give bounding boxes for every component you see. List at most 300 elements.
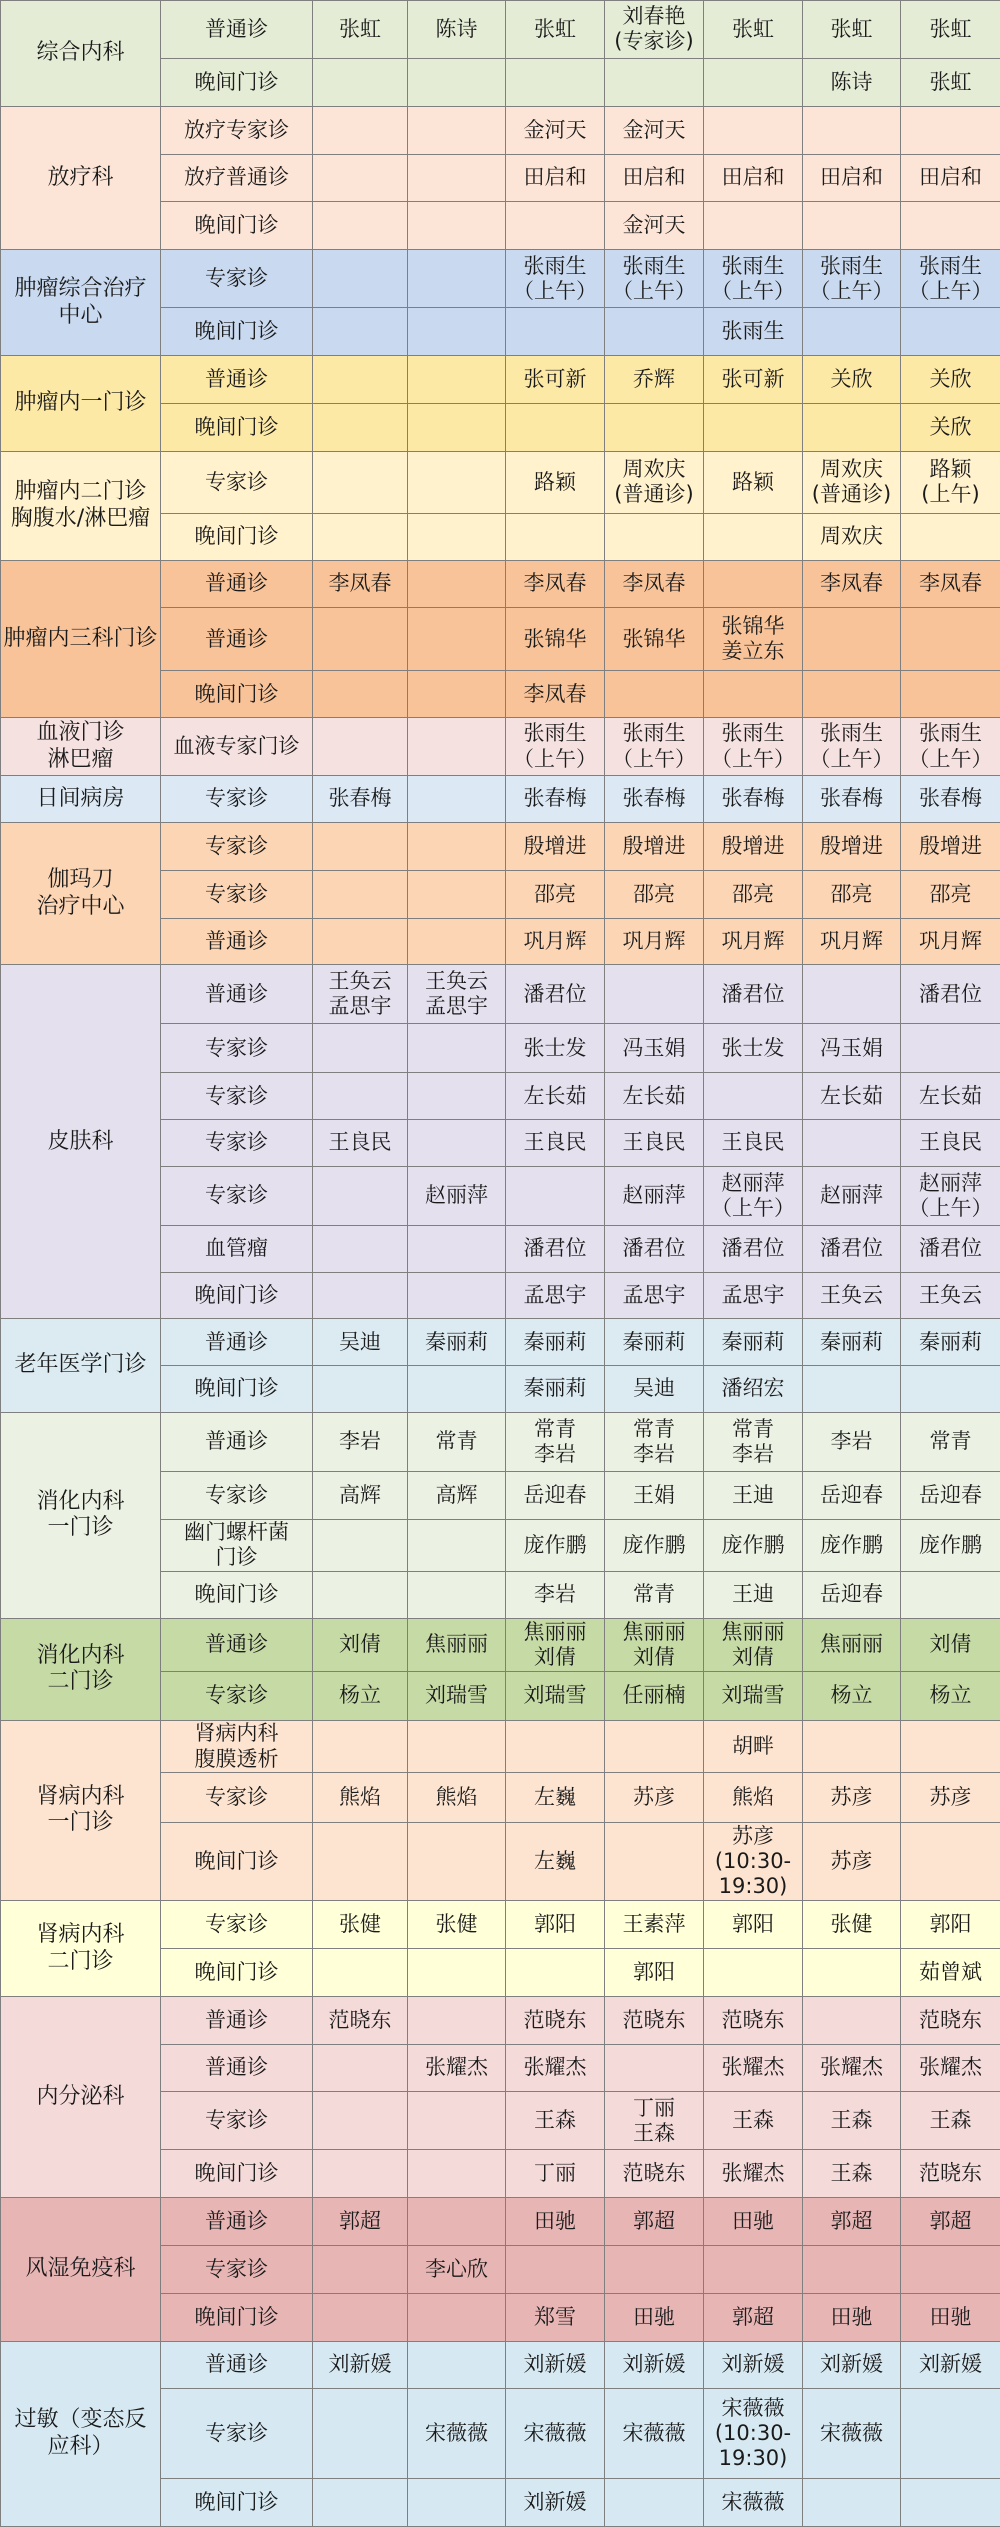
doctor-cell: 潘君位 xyxy=(704,1225,803,1272)
doctor-cell: 赵丽萍 （上午） xyxy=(704,1166,803,1225)
doctor-cell: 王奂云 xyxy=(901,1272,1000,1319)
doctor-cell xyxy=(408,2198,506,2246)
doctor-cell: 刘瑞雪 xyxy=(704,1671,803,1720)
doctor-cell: 郭阳 xyxy=(506,1901,605,1949)
doctor-cell: 刘新媛 xyxy=(506,2341,605,2389)
doctor-cell: 王迪 xyxy=(704,1471,803,1519)
doctor-cell xyxy=(605,403,704,451)
clinic-type: 普通诊 xyxy=(161,1618,313,1671)
doctor-cell xyxy=(901,513,1000,560)
clinic-type: 专家诊 xyxy=(161,1166,313,1225)
doctor-cell: 胡畔 xyxy=(704,1720,803,1773)
doctor-cell: 宋薇薇 xyxy=(506,2389,605,2479)
doctor-cell xyxy=(313,250,408,308)
doctor-cell: 赵丽萍 （上午） xyxy=(901,1166,1000,1225)
doctor-cell xyxy=(408,202,506,250)
doctor-cell: 苏彦 xyxy=(803,1823,901,1901)
doctor-cell: 熊焰 xyxy=(408,1773,506,1823)
department-name: 消化内科 一门诊 xyxy=(1,1412,161,1618)
clinic-type: 专家诊 xyxy=(161,250,313,308)
doctor-cell: 郭超 xyxy=(803,2198,901,2246)
doctor-cell: 王良民 xyxy=(313,1120,408,1167)
doctor-cell: 田启和 xyxy=(704,154,803,202)
doctor-cell: 李凤春 xyxy=(313,560,408,608)
doctor-cell xyxy=(408,1073,506,1120)
doctor-cell xyxy=(313,1225,408,1272)
doctor-cell: 焦丽丽 刘倩 xyxy=(506,1618,605,1671)
doctor-cell: 张耀杰 xyxy=(506,2044,605,2092)
schedule-row xyxy=(1,451,1000,513)
doctor-cell: 张耀杰 xyxy=(803,2044,901,2092)
doctor-cell: 左巍 xyxy=(506,1773,605,1823)
doctor-cell: 张春梅 xyxy=(506,776,605,823)
department-name: 肾病内科 一门诊 xyxy=(1,1720,161,1901)
doctor-cell: 殷增进 xyxy=(803,822,901,870)
doctor-cell: 关欣 xyxy=(901,356,1000,404)
doctor-cell xyxy=(313,2092,408,2150)
doctor-cell: 焦丽丽 刘倩 xyxy=(704,1618,803,1671)
doctor-cell xyxy=(313,1823,408,1901)
doctor-cell xyxy=(408,2479,506,2527)
doctor-cell: 熊焰 xyxy=(704,1773,803,1823)
doctor-cell: 郭超 xyxy=(313,2198,408,2246)
doctor-cell: 周欢庆 (普通诊) xyxy=(803,451,901,513)
doctor-cell xyxy=(901,1823,1000,1901)
doctor-cell: 路颖 xyxy=(704,451,803,513)
clinic-type: 普通诊 xyxy=(161,1319,313,1366)
doctor-cell xyxy=(408,58,506,106)
department-name: 老年医学门诊 xyxy=(1,1319,161,1413)
doctor-cell xyxy=(506,202,605,250)
schedule-row xyxy=(1,1,1000,59)
doctor-cell xyxy=(408,671,506,718)
doctor-cell: 秦丽莉 xyxy=(803,1319,901,1366)
doctor-cell xyxy=(408,2293,506,2341)
doctor-cell xyxy=(803,965,901,1024)
doctor-cell: 潘绍宏 xyxy=(704,1366,803,1413)
doctor-cell xyxy=(313,2044,408,2092)
doctor-cell: 巩月辉 xyxy=(803,918,901,965)
clinic-type: 普通诊 xyxy=(161,560,313,608)
doctor-cell: 邵亮 xyxy=(605,870,704,918)
doctor-cell xyxy=(408,560,506,608)
doctor-cell: 郭超 xyxy=(704,2293,803,2341)
doctor-cell: 王迪 xyxy=(704,1572,803,1619)
doctor-cell xyxy=(506,403,605,451)
doctor-cell xyxy=(313,2479,408,2527)
schedule-row xyxy=(1,1319,1000,1366)
clinic-type: 放疗普通诊 xyxy=(161,154,313,202)
doctor-cell: 李岩 xyxy=(313,1412,408,1471)
doctor-cell xyxy=(704,106,803,154)
doctor-cell: 张雨生 （上午） xyxy=(506,250,605,308)
doctor-cell xyxy=(313,58,408,106)
doctor-cell: 张春梅 xyxy=(901,776,1000,823)
clinic-type: 晚间门诊 xyxy=(161,202,313,250)
doctor-cell: 田驰 xyxy=(605,2293,704,2341)
doctor-cell: 苏彦 xyxy=(901,1773,1000,1823)
doctor-cell xyxy=(901,202,1000,250)
doctor-cell xyxy=(803,202,901,250)
doctor-cell: 杨立 xyxy=(803,1671,901,1720)
doctor-cell xyxy=(803,1949,901,1997)
doctor-cell xyxy=(313,1519,408,1571)
doctor-cell: 吴迪 xyxy=(605,1366,704,1413)
doctor-cell: 巩月辉 xyxy=(605,918,704,965)
doctor-cell xyxy=(313,2293,408,2341)
doctor-cell: 巩月辉 xyxy=(704,918,803,965)
doctor-cell xyxy=(605,1720,704,1773)
doctor-cell: 庞作鹏 xyxy=(704,1519,803,1571)
doctor-cell: 张雨生 （上午） xyxy=(605,718,704,776)
clinic-type: 专家诊 xyxy=(161,1024,313,1073)
doctor-cell: 金河天 xyxy=(605,202,704,250)
doctor-cell: 杨立 xyxy=(901,1671,1000,1720)
doctor-cell xyxy=(605,308,704,356)
schedule-row xyxy=(1,1412,1000,1471)
doctor-cell: 张虹 xyxy=(901,1,1000,59)
doctor-cell xyxy=(408,608,506,671)
doctor-cell xyxy=(506,2246,605,2294)
doctor-cell xyxy=(408,776,506,823)
doctor-cell: 苏彦 xyxy=(605,1773,704,1823)
doctor-cell: 巩月辉 xyxy=(506,918,605,965)
doctor-cell: 王良民 xyxy=(605,1120,704,1167)
doctor-cell xyxy=(704,671,803,718)
doctor-cell xyxy=(313,1720,408,1773)
doctor-cell xyxy=(313,918,408,965)
doctor-cell xyxy=(408,1272,506,1319)
doctor-cell: 杨立 xyxy=(313,1671,408,1720)
doctor-cell: 郭超 xyxy=(901,2198,1000,2246)
clinic-type: 晚间门诊 xyxy=(161,1366,313,1413)
doctor-cell: 田驰 xyxy=(704,2198,803,2246)
clinic-type: 普通诊 xyxy=(161,356,313,404)
clinic-type: 普通诊 xyxy=(161,1996,313,2044)
doctor-cell xyxy=(704,58,803,106)
doctor-cell: 刘新媛 xyxy=(605,2341,704,2389)
doctor-cell: 岳迎春 xyxy=(506,1471,605,1519)
doctor-cell xyxy=(408,718,506,776)
schedule-row xyxy=(1,560,1000,608)
doctor-cell xyxy=(408,2092,506,2150)
doctor-cell: 范晓东 xyxy=(605,2150,704,2198)
doctor-cell xyxy=(605,58,704,106)
schedule-row xyxy=(1,822,1000,870)
department-name: 日间病房 xyxy=(1,776,161,823)
doctor-cell xyxy=(704,1949,803,1997)
doctor-cell: 赵丽萍 xyxy=(605,1166,704,1225)
doctor-cell: 左长茹 xyxy=(605,1073,704,1120)
doctor-cell xyxy=(803,608,901,671)
doctor-cell: 刘新媛 xyxy=(901,2341,1000,2389)
doctor-cell: 宋薇薇 xyxy=(408,2389,506,2479)
doctor-cell xyxy=(313,2246,408,2294)
doctor-cell: 秦丽莉 xyxy=(901,1319,1000,1366)
doctor-cell: 秦丽莉 xyxy=(704,1319,803,1366)
doctor-cell xyxy=(605,1823,704,1901)
doctor-cell: 郭阳 xyxy=(901,1901,1000,1949)
doctor-cell xyxy=(901,2246,1000,2294)
doctor-cell: 常青 xyxy=(408,1412,506,1471)
doctor-cell: 金河天 xyxy=(605,106,704,154)
schedule-row xyxy=(1,1901,1000,1949)
doctor-cell: 殷增进 xyxy=(704,822,803,870)
doctor-cell: 左长茹 xyxy=(901,1073,1000,1120)
doctor-cell xyxy=(408,822,506,870)
doctor-cell: 熊焰 xyxy=(313,1773,408,1823)
doctor-cell: 张雨生 （上午） xyxy=(506,718,605,776)
clinic-type: 晚间门诊 xyxy=(161,2293,313,2341)
doctor-cell: 潘君位 xyxy=(901,1225,1000,1272)
doctor-cell xyxy=(313,1073,408,1120)
doctor-cell: 刘瑞雪 xyxy=(506,1671,605,1720)
doctor-cell: 殷增进 xyxy=(506,822,605,870)
doctor-cell xyxy=(313,1572,408,1619)
doctor-cell xyxy=(803,403,901,451)
doctor-cell xyxy=(313,356,408,404)
doctor-cell: 常青 xyxy=(901,1412,1000,1471)
doctor-cell xyxy=(408,403,506,451)
doctor-cell: 秦丽莉 xyxy=(506,1319,605,1366)
doctor-cell: 邵亮 xyxy=(704,870,803,918)
clinic-type: 专家诊 xyxy=(161,822,313,870)
doctor-cell: 常青 李岩 xyxy=(605,1412,704,1471)
doctor-cell: 张士发 xyxy=(506,1024,605,1073)
doctor-cell: 李凤春 xyxy=(506,671,605,718)
doctor-cell: 李凤春 xyxy=(901,560,1000,608)
doctor-cell: 田启和 xyxy=(506,154,605,202)
clinic-type: 普通诊 xyxy=(161,2044,313,2092)
doctor-cell: 王森 xyxy=(803,2150,901,2198)
doctor-cell: 焦丽丽 刘倩 xyxy=(605,1618,704,1671)
doctor-cell: 秦丽莉 xyxy=(408,1319,506,1366)
doctor-cell xyxy=(408,1024,506,1073)
doctor-cell: 庞作鹏 xyxy=(803,1519,901,1571)
doctor-cell: 范晓东 xyxy=(506,1996,605,2044)
doctor-cell xyxy=(313,1366,408,1413)
doctor-cell: 陈诗 xyxy=(408,1,506,59)
doctor-cell: 范晓东 xyxy=(704,1996,803,2044)
doctor-cell xyxy=(506,1166,605,1225)
doctor-cell: 常青 李岩 xyxy=(704,1412,803,1471)
doctor-cell: 范晓东 xyxy=(313,1996,408,2044)
doctor-cell xyxy=(408,1823,506,1901)
doctor-cell: 张耀杰 xyxy=(408,2044,506,2092)
doctor-cell: 刘倩 xyxy=(901,1618,1000,1671)
doctor-cell: 岳迎春 xyxy=(803,1572,901,1619)
doctor-cell xyxy=(313,671,408,718)
clinic-type: 晚间门诊 xyxy=(161,2150,313,2198)
doctor-cell xyxy=(901,1572,1000,1619)
doctor-cell: 郭阳 xyxy=(704,1901,803,1949)
clinic-type: 专家诊 xyxy=(161,776,313,823)
doctor-cell xyxy=(901,608,1000,671)
doctor-cell: 张春梅 xyxy=(605,776,704,823)
doctor-cell: 常青 李岩 xyxy=(506,1412,605,1471)
doctor-cell: 张可新 xyxy=(506,356,605,404)
doctor-cell: 张锦华 姜立东 xyxy=(704,608,803,671)
department-name: 肾病内科 二门诊 xyxy=(1,1901,161,1997)
doctor-cell xyxy=(313,513,408,560)
clinic-type: 晚间门诊 xyxy=(161,58,313,106)
doctor-cell: 吴迪 xyxy=(313,1319,408,1366)
doctor-cell: 赵丽萍 xyxy=(408,1166,506,1225)
doctor-cell: 张锦华 xyxy=(506,608,605,671)
schedule-row xyxy=(1,776,1000,823)
doctor-cell: 孟思宇 xyxy=(605,1272,704,1319)
doctor-cell: 张虹 xyxy=(901,58,1000,106)
clinic-type: 专家诊 xyxy=(161,451,313,513)
clinic-type: 专家诊 xyxy=(161,1120,313,1167)
doctor-cell: 邵亮 xyxy=(803,870,901,918)
doctor-cell xyxy=(901,1720,1000,1773)
doctor-cell xyxy=(408,451,506,513)
doctor-cell: 张耀杰 xyxy=(704,2150,803,2198)
doctor-cell: 刘新媛 xyxy=(704,2341,803,2389)
department-name: 过敏（变态反 应科） xyxy=(1,2341,161,2526)
doctor-cell: 范晓东 xyxy=(901,1996,1000,2044)
doctor-cell xyxy=(704,560,803,608)
clinic-type: 专家诊 xyxy=(161,2246,313,2294)
schedule-row xyxy=(1,2341,1000,2389)
doctor-cell: 张虹 xyxy=(506,1,605,59)
doctor-cell xyxy=(408,356,506,404)
schedule-row xyxy=(1,1618,1000,1671)
doctor-cell: 张雨生 （上午） xyxy=(803,718,901,776)
doctor-cell: 刘春艳 (专家诊) xyxy=(605,1,704,59)
doctor-cell: 焦丽丽 xyxy=(408,1618,506,1671)
doctor-cell: 李凤春 xyxy=(803,560,901,608)
clinic-type: 晚间门诊 xyxy=(161,1949,313,1997)
doctor-cell: 左巍 xyxy=(506,1823,605,1901)
doctor-cell xyxy=(901,1366,1000,1413)
schedule-row xyxy=(1,718,1000,776)
clinic-type: 晚间门诊 xyxy=(161,1272,313,1319)
doctor-cell xyxy=(901,1024,1000,1073)
doctor-cell: 张虹 xyxy=(803,1,901,59)
clinic-type: 普通诊 xyxy=(161,1,313,59)
doctor-cell: 赵丽萍 xyxy=(803,1166,901,1225)
doctor-cell: 张虹 xyxy=(704,1,803,59)
doctor-cell: 李凤春 xyxy=(506,560,605,608)
doctor-cell: 张健 xyxy=(313,1901,408,1949)
department-name: 风湿免疫科 xyxy=(1,2198,161,2341)
doctor-cell: 茹曾斌 xyxy=(901,1949,1000,1997)
doctor-cell xyxy=(901,2479,1000,2527)
doctor-cell: 秦丽莉 xyxy=(506,1366,605,1413)
department-name: 内分泌科 xyxy=(1,1996,161,2197)
doctor-cell xyxy=(408,308,506,356)
doctor-cell xyxy=(313,822,408,870)
clinic-type: 专家诊 xyxy=(161,2092,313,2150)
doctor-cell xyxy=(408,1949,506,1997)
doctor-cell: 张虹 xyxy=(313,1,408,59)
doctor-cell xyxy=(803,1366,901,1413)
doctor-cell: 张可新 xyxy=(704,356,803,404)
doctor-cell: 王良民 xyxy=(901,1120,1000,1167)
doctor-cell: 周欢庆 (普通诊) xyxy=(605,451,704,513)
doctor-cell xyxy=(506,58,605,106)
doctor-cell: 庞作鹏 xyxy=(901,1519,1000,1571)
doctor-cell: 苏彦 (10:30- 19:30) xyxy=(704,1823,803,1901)
doctor-cell: 王奂云 孟思宇 xyxy=(408,965,506,1024)
doctor-cell: 任丽楠 xyxy=(605,1671,704,1720)
department-name: 综合内科 xyxy=(1,1,161,107)
doctor-cell: 王良民 xyxy=(506,1120,605,1167)
doctor-cell: 田驰 xyxy=(506,2198,605,2246)
doctor-cell: 田启和 xyxy=(803,154,901,202)
doctor-cell xyxy=(313,1166,408,1225)
doctor-cell: 常青 xyxy=(605,1572,704,1619)
doctor-cell: 郭超 xyxy=(605,2198,704,2246)
doctor-cell: 张雨生 （上午） xyxy=(605,250,704,308)
doctor-cell: 张耀杰 xyxy=(901,2044,1000,2092)
clinic-type: 专家诊 xyxy=(161,1073,313,1120)
doctor-cell: 殷增进 xyxy=(605,822,704,870)
doctor-cell xyxy=(408,870,506,918)
doctor-cell: 宋薇薇 xyxy=(605,2389,704,2479)
doctor-cell xyxy=(704,202,803,250)
doctor-cell xyxy=(803,1996,901,2044)
doctor-cell xyxy=(408,1572,506,1619)
clinic-type: 血管瘤 xyxy=(161,1225,313,1272)
clinic-type: 专家诊 xyxy=(161,1671,313,1720)
doctor-cell xyxy=(506,308,605,356)
schedule-row xyxy=(1,106,1000,154)
clinic-type: 专家诊 xyxy=(161,2389,313,2479)
doctor-cell xyxy=(313,870,408,918)
doctor-cell: 潘君位 xyxy=(803,1225,901,1272)
clinic-type: 普通诊 xyxy=(161,965,313,1024)
doctor-cell: 潘君位 xyxy=(901,965,1000,1024)
doctor-cell: 关欣 xyxy=(803,356,901,404)
doctor-cell xyxy=(313,1949,408,1997)
doctor-cell: 岳迎春 xyxy=(901,1471,1000,1519)
doctor-cell xyxy=(408,918,506,965)
doctor-cell: 张春梅 xyxy=(313,776,408,823)
schedule-row xyxy=(1,250,1000,308)
doctor-cell: 冯玉娟 xyxy=(605,1024,704,1073)
doctor-cell xyxy=(408,106,506,154)
doctor-cell xyxy=(408,513,506,560)
doctor-cell: 高辉 xyxy=(313,1471,408,1519)
doctor-cell: 王娟 xyxy=(605,1471,704,1519)
doctor-cell: 郑雪 xyxy=(506,2293,605,2341)
doctor-cell: 王奂云 孟思宇 xyxy=(313,965,408,1024)
doctor-cell: 张雨生 （上午） xyxy=(901,718,1000,776)
doctor-cell: 张雨生 （上午） xyxy=(704,718,803,776)
doctor-cell: 张雨生 （上午） xyxy=(901,250,1000,308)
doctor-cell xyxy=(313,608,408,671)
clinic-type: 晚间门诊 xyxy=(161,513,313,560)
doctor-cell: 宋薇薇 xyxy=(803,2389,901,2479)
clinic-type: 晚间门诊 xyxy=(161,308,313,356)
clinic-type: 普通诊 xyxy=(161,1412,313,1471)
doctor-cell: 秦丽莉 xyxy=(605,1319,704,1366)
doctor-cell xyxy=(408,1120,506,1167)
clinic-type: 晚间门诊 xyxy=(161,1572,313,1619)
doctor-cell xyxy=(313,308,408,356)
doctor-cell xyxy=(506,513,605,560)
clinic-type: 专家诊 xyxy=(161,870,313,918)
schedule-row xyxy=(1,965,1000,1024)
department-name: 皮肤科 xyxy=(1,965,161,1319)
department-name: 放疗科 xyxy=(1,106,161,249)
doctor-cell: 陈诗 xyxy=(803,58,901,106)
doctor-cell: 范晓东 xyxy=(901,2150,1000,2198)
doctor-cell: 郭阳 xyxy=(605,1949,704,1997)
